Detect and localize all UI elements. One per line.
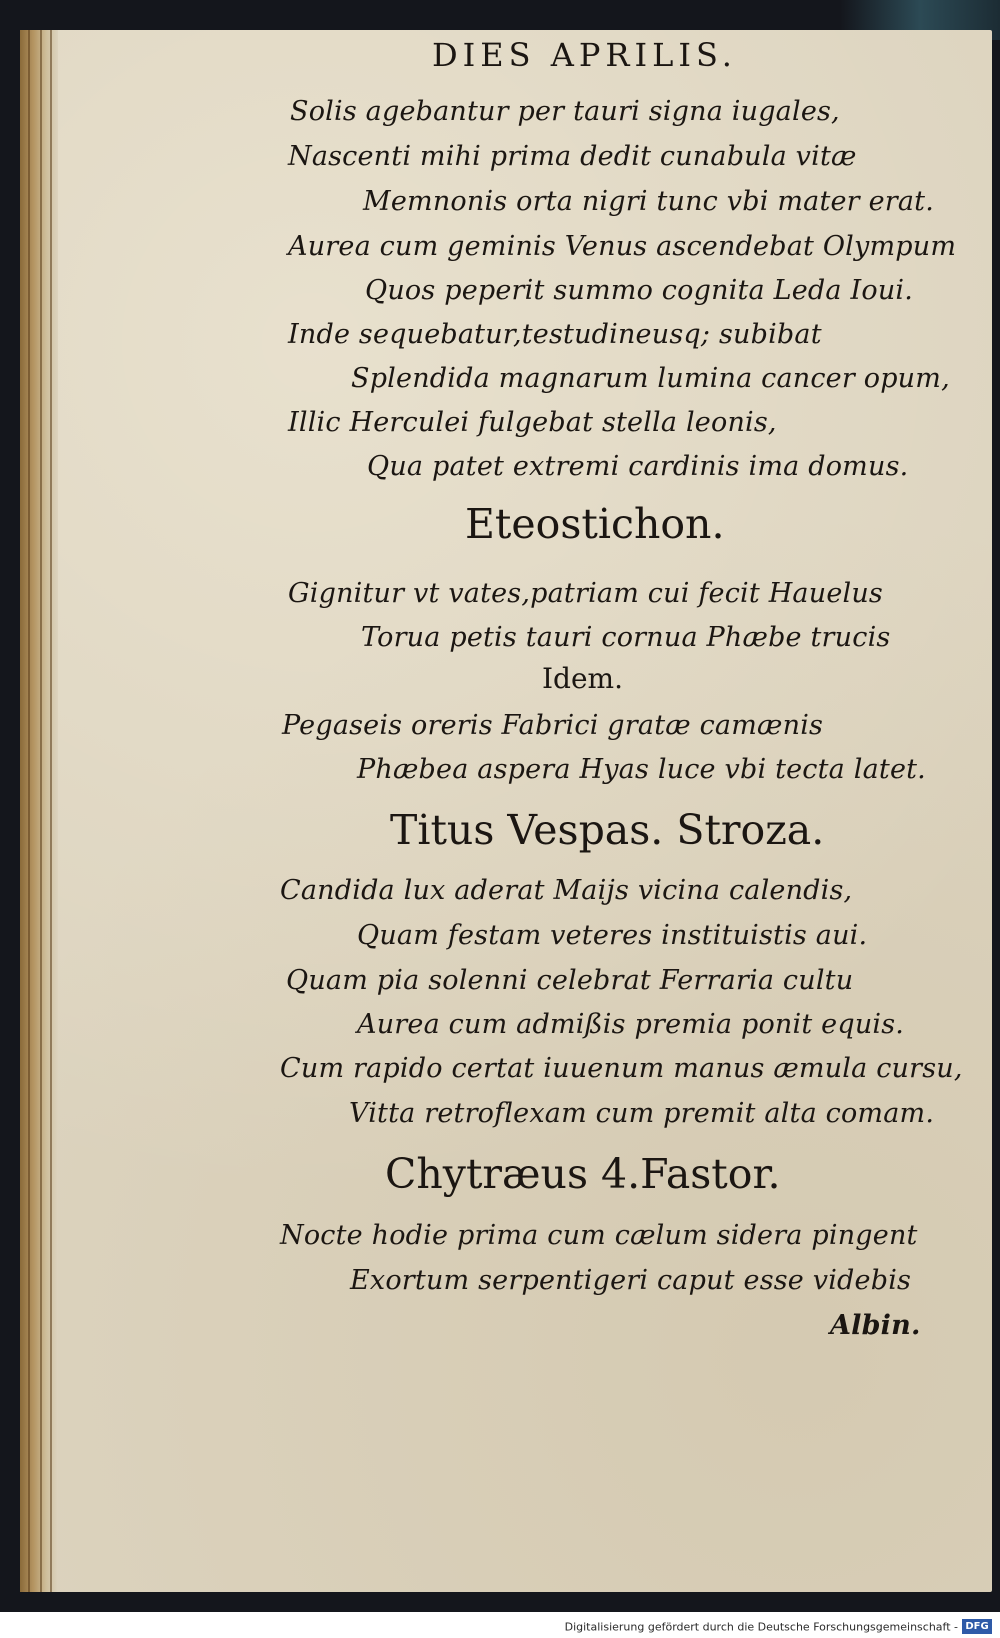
verse-line: Phæbea aspera Hyas luce vbi tecta latet. <box>357 754 926 785</box>
dfg-logo-icon[interactable]: DFG <box>962 1619 992 1634</box>
verse-line: Illic Herculei fulgebat stella leonis, <box>288 407 777 438</box>
verse-line: Qua patet extremi cardinis ima domus. <box>367 451 909 482</box>
running-head: DIES APRILIS. <box>432 36 737 74</box>
verse-line: Cum rapido certat iuuenum manus æmula cursu, <box>280 1053 963 1084</box>
digitization-credit: Digitalisierung gefördert durch die Deutsche Forschungsgemeinschaft - <box>564 1620 958 1634</box>
verse-line: Vitta retroflexam cum premit alta comam. <box>349 1098 935 1129</box>
section-heading: Chytræus 4.Fastor. <box>385 1150 781 1198</box>
section-heading: Titus Vespas. Stroza. <box>390 806 825 854</box>
verse-line: Aurea cum admißis premia ponit equis. <box>357 1009 905 1040</box>
verse-line: Exortum serpentigeri caput esse videbis <box>350 1265 912 1296</box>
verse-line: Torua petis tauri cornua Phæbe trucis <box>361 622 891 653</box>
verse-line: Aurea cum geminis Venus ascendebat Olympum <box>288 231 957 262</box>
verse-line: Nocte hodie prima cum cælum sidera pingent <box>280 1220 918 1251</box>
section-heading-idem: Idem. <box>542 662 624 695</box>
verse-line: Splendida magnarum lumina cancer opum, <box>351 363 950 394</box>
verse-line: Inde sequebatur,testudineusq; subibat <box>288 319 822 350</box>
verse-line: Quam festam veteres instituistis aui. <box>357 920 868 951</box>
verse-line: Pegaseis oreris Fabrici gratæ camænis <box>282 710 824 741</box>
section-heading: Eteostichon. <box>465 500 725 548</box>
verse-line: Quos peperit summo cognita Leda Ioui. <box>365 275 914 306</box>
verse-line: Solis agebantur per tauri signa iugales, <box>290 96 840 127</box>
verse-line: Gignitur vt vates,patriam cui fecit Hauelus <box>288 578 883 609</box>
verse-line: Memnonis orta nigri tunc vbi mater erat. <box>363 186 934 217</box>
verse-line: Candida lux aderat Maijs vicina calendis, <box>280 875 853 906</box>
author-signature: Albin. <box>830 1310 921 1341</box>
verse-line: Nascenti mihi prima dedit cunabula vitæ <box>288 141 857 172</box>
verse-line: Quam pia solenni celebrat Ferraria cultu <box>286 965 854 996</box>
